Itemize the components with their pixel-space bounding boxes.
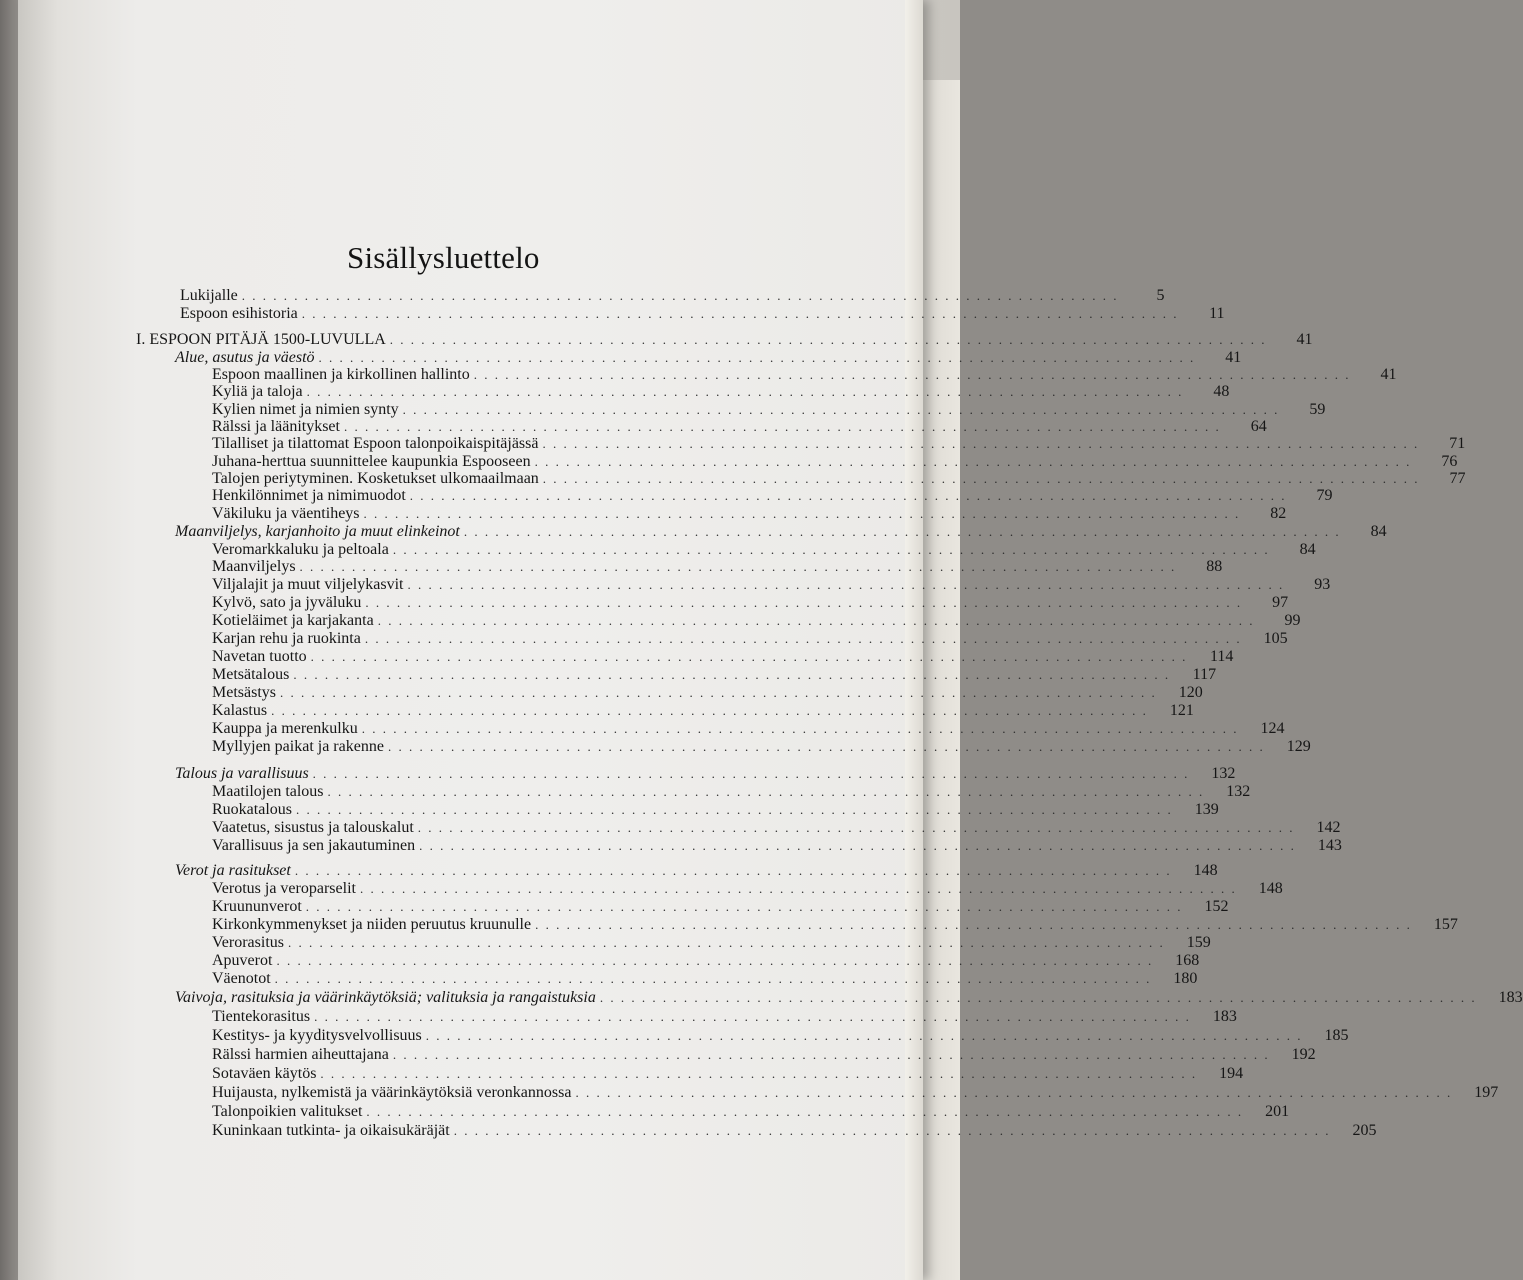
toc-entry (212, 880, 1283, 900)
dot-leader: . . . . . . . . . . . . . . . . . . . . . . . . . . . . . . . . . . . . . . . . . . . . . . . . . . . . . . . . . . . . . . . . . . . . . . . . . . . . . . . . . . . . (305, 899, 1183, 914)
dot-leader: . . . . . . . . . . . . . . . . . . . . . . . . . . . . . . . . . . . . . . . . . . . . . . . . . . . . . . . . . . . . . . . . . . . . . . . . . . . . . . . . . . . . (417, 820, 1295, 835)
toc-entry (212, 1084, 1499, 1104)
toc-entry (180, 287, 1165, 307)
dot-leader: . . . . . . . . . . . . . . . . . . . . . . . . . . . . . . . . . . . . . . . . . . . . . . . . . . . . . . . . . . . . . . . . . . . . . . . . . . . . . . . . . . . . (301, 306, 1179, 321)
dot-leader: . . . . . . . . . . . . . . . . . . . . . . . . . . . . . . . . . . . . . . . . . . . . . . . . . . . . . . . . . . . . . . . . . . . . . . . . . . . . . . . . . . . . (306, 384, 1184, 399)
toc-entry-title: Metsätalous (212, 666, 290, 683)
toc-entry-title: Rälssi harmien aiheuttajana (212, 1046, 389, 1063)
toc-entry-title: Ruokatalous (212, 801, 292, 818)
toc-entry-title: Huijausta, nylkemistä ja väärinkäytöksiä veronkannossa (212, 1084, 572, 1101)
toc-page-number: 192 (1291, 1046, 1316, 1063)
toc-page-number: 97 (1272, 594, 1289, 611)
toc-entry-title: Viljalajit ja muut viljelykasvit (212, 576, 404, 593)
toc-entry (212, 720, 1285, 740)
toc-entry-title: Varallisuus ja sen jakautuminen (212, 837, 416, 854)
toc-entry-title: Henkilönnimet ja nimimuodot (212, 487, 406, 504)
dot-leader: . . . . . . . . . . . . . . . . . . . . . . . . . . . . . . . . . . . . . . . . . . . . . . . . . . . . . . . . . . . . . . . . . . . . . . . . . . . . . . . . . . . . (363, 506, 1241, 521)
toc-page-number: 132 (1226, 783, 1251, 800)
toc-entry-title: Kestitys- ja kyyditysvelvollisuus (212, 1027, 422, 1044)
dot-leader: . . . . . . . . . . . . . . . . . . . . . . . . . . . . . . . . . . . . . . . . . . . . . . . . . . . . . . . . . . . . . . . . . . . . . . . . . . . . . . . . . . . . (542, 436, 1420, 451)
toc-page-number: 157 (1433, 916, 1458, 933)
toc-entry (212, 702, 1194, 722)
toc-page-number: 88 (1206, 558, 1223, 575)
dot-leader: . . . . . . . . . . . . . . . . . . . . . . . . . . . . . . . . . . . . . . . . . . . . . . . . . . . . . . . . . . . . . . . . . . . . . . . . . . . . . . . . . . . . (299, 559, 1177, 574)
dot-leader: . . . . . . . . . . . . . . . . . . . . . . . . . . . . . . . . . . . . . . . . . . . . . . . . . . . . . . . . . . . . . . . . . . . . . . . . . . . . . . . . . . . . (359, 881, 1237, 896)
toc-page-number: 76 (1441, 453, 1458, 470)
toc-entry (180, 305, 1225, 325)
toc-entry (212, 487, 1333, 507)
toc-entry (212, 934, 1211, 954)
toc-page-number: 5 (1156, 287, 1165, 304)
toc-entry-title: Espoon esihistoria (180, 305, 298, 322)
toc-page-number: 41 (1296, 331, 1313, 348)
toc-page-number: 41 (1225, 349, 1242, 366)
toc-entry-title: Talonpoikien valitukset (212, 1103, 363, 1120)
toc-entry (212, 916, 1458, 936)
toc-entry-title: Sotaväen käytös (212, 1065, 317, 1082)
toc-entry (212, 383, 1230, 403)
toc-entry-title: I. ESPOON PITÄJÄ 1500-LUVULLA (136, 331, 386, 348)
toc-entry-title: Talous ja varallisuus (175, 765, 309, 782)
dot-leader: . . . . . . . . . . . . . . . . . . . . . . . . . . . . . . . . . . . . . . . . . . . . . . . . . . . . . . . . . . . . . . . . . . . . . . . . . . . . . . . . . . . . (280, 685, 1157, 700)
toc-entry-title: Kylvö, sato ja jyväluku (212, 594, 362, 611)
dot-leader: . . . . . . . . . . . . . . . . . . . . . . . . . . . . . . . . . . . . . . . . . . . . . . . . . . . . . . . . . . . . . . . . . . . . . . . . . . . . . . . . . . . . (392, 1047, 1270, 1062)
toc-page-number: 59 (1309, 401, 1326, 418)
dot-leader: . . . . . . . . . . . . . . . . . . . . . . . . . . . . . . . . . . . . . . . . . . . . . . . . . . . . . . . . . . . . . . . . . . . . . . . . . . . . . . . . . . . . (599, 990, 1477, 1005)
toc-entry-title: Maanviljelys (212, 558, 296, 575)
toc-page-number: 84 (1370, 523, 1387, 540)
toc-entry (212, 684, 1203, 704)
toc-page-number: 205 (1352, 1122, 1377, 1139)
toc-entry (212, 612, 1301, 632)
toc-entry-title: Väkiluku ja väentiheys (212, 505, 360, 522)
toc-section-heading (175, 523, 1387, 543)
dot-leader: . . . . . . . . . . . . . . . . . . . . . . . . . . . . . . . . . . . . . . . . . . . . . . . . . . . . . . . . . . . . . . . . . . . . . . . . . . . . . . . . . . . . (361, 721, 1239, 736)
toc-entry-title: Kauppa ja merenkulku (212, 720, 358, 737)
toc-entry-title: Karjan rehu ja ruokinta (212, 630, 361, 647)
toc-entry (212, 594, 1289, 614)
toc-page-number: 197 (1474, 1084, 1499, 1101)
toc-page-number: 48 (1213, 383, 1230, 400)
toc-page-number: 148 (1258, 880, 1283, 897)
toc-page-number: 168 (1175, 952, 1200, 969)
toc-entry-title: Vaivoja, rasituksia ja väärinkäytöksiä; valituksia ja rangaistuksia (175, 989, 596, 1006)
dot-leader: . . . . . . . . . . . . . . . . . . . . . . . . . . . . . . . . . . . . . . . . . . . . . . . . . . . . . . . . . . . . . . . . . . . . . . . . . . . . . . . . . . . . (473, 367, 1351, 382)
dot-leader: . . . . . . . . . . . . . . . . . . . . . . . . . . . . . . . . . . . . . . . . . . . . . . . . . . . . . . . . . . . . . . . . . . . . . . . . . . . . . . . . . . . . (534, 454, 1412, 469)
toc-page-number: 71 (1449, 435, 1466, 452)
toc-entry-title: Tilalliset ja tilattomat Espoon talonpoikaispitäjässä (212, 435, 539, 452)
dot-leader: . . . . . . . . . . . . . . . . . . . . . . . . . . . . . . . . . . . . . . . . . . . . . . . . . . . . . . . . . . . . . . . . . . . . . . . . . . . . . . . . . . . . (294, 863, 1172, 878)
toc-entry-title: Veromarkkaluku ja peltoala (212, 541, 389, 558)
toc-entry (212, 648, 1234, 668)
toc-page-number: 124 (1260, 720, 1285, 737)
toc-page-number: 129 (1286, 738, 1311, 755)
toc-entry-title: Maatilojen talous (212, 783, 324, 800)
dot-leader: . . . . . . . . . . . . . . . . . . . . . . . . . . . . . . . . . . . . . . . . . . . . . . . . . . . . . . . . . . . . . . . . . . . . . . . . . . . . . . . . . . . . (387, 739, 1265, 754)
toc-entry-title: Rälssi ja läänitykset (212, 418, 340, 435)
toc-entry-title: Myllyjen paikat ja rakenne (212, 738, 384, 755)
toc-page-number: 79 (1316, 487, 1333, 504)
dot-leader: . . . . . . . . . . . . . . . . . . . . . . . . . . . . . . . . . . . . . . . . . . . . . . . . . . . . . . . . . . . . . . . . . . . . . . . . . . . . . . . . . . . . (271, 703, 1148, 718)
toc-page-number: 105 (1263, 630, 1288, 647)
toc-entry-title: Apuverot (212, 952, 273, 969)
dot-leader: . . . . . . . . . . . . . . . . . . . . . . . . . . . . . . . . . . . . . . . . . . . . . . . . . . . . . . . . . . . . . . . . . . . . . . . . . . . . . . . . . . . . (453, 1123, 1331, 1138)
toc-entry-title: Vaatetus, sisustus ja talouskalut (212, 819, 414, 836)
toc-entry-title: Talojen periytyminen. Kosketukset ulkomaailmaan (212, 470, 539, 487)
dot-leader: . . . . . . . . . . . . . . . . . . . . . . . . . . . . . . . . . . . . . . . . . . . . . . . . . . . . . . . . . . . . . . . . . . . . . . . . . . . . . . . . . . . . (310, 649, 1188, 664)
toc-page-number: 183 (1498, 989, 1523, 1006)
dot-leader: . . . . . . . . . . . . . . . . . . . . . . . . . . . . . . . . . . . . . . . . . . . . . . . . . . . . . . . . . . . . . . . . . . . . . . . . . . . . . . . . . . . . (366, 1104, 1244, 1119)
toc-entry-title: Juhana-herttua suunnittelee kaupunkia Espooseen (212, 453, 531, 470)
toc-entry (212, 1122, 1377, 1142)
toc-entry (212, 1027, 1349, 1047)
dot-leader: . . . . . . . . . . . . . . . . . . . . . . . . . . . . . . . . . . . . . . . . . . . . . . . . . . . . . . . . . . . . . . . . . . . . . . . . . . . . . . . . . . . . (327, 784, 1205, 799)
toc-entry (212, 738, 1311, 758)
toc-page-number: 114 (1209, 648, 1234, 665)
toc-page-number: 11 (1209, 305, 1225, 322)
toc-entry-title: Tientekorasitus (212, 1008, 311, 1025)
dot-leader: . . . . . . . . . . . . . . . . . . . . . . . . . . . . . . . . . . . . . . . . . . . . . . . . . . . . . . . . . . . . . . . . . . . . . . . . . . . . . . . . . . . . (392, 542, 1270, 557)
toc-page-number: 93 (1314, 576, 1331, 593)
toc-entry-title: Kuninkaan tutkinta- ja oikaisukäräjät (212, 1122, 450, 1139)
toc-page-number: 142 (1316, 819, 1341, 836)
dot-leader: . . . . . . . . . . . . . . . . . . . . . . . . . . . . . . . . . . . . . . . . . . . . . . . . . . . . . . . . . . . . . . . . . . . . . . . . . . . . . . . . . . . . (318, 350, 1196, 365)
toc-entry-title: Kylien nimet ja nimien synty (212, 401, 399, 418)
toc-entry (212, 970, 1198, 990)
toc-entry (212, 1103, 1290, 1123)
dot-leader: . . . . . . . . . . . . . . . . . . . . . . . . . . . . . . . . . . . . . . . . . . . . . . . . . . . . . . . . . . . . . . . . . . . . . . . . . . . . . . . . . . . . (296, 802, 1173, 817)
toc-page-number: 41 (1380, 366, 1397, 383)
toc-entry-title: Kotieläimet ja karjakanta (212, 612, 374, 629)
dot-leader: . . . . . . . . . . . . . . . . . . . . . . . . . . . . . . . . . . . . . . . . . . . . . . . . . . . . . . . . . . . . . . . . . . . . . . . . . . . . . . . . . . . . (402, 402, 1280, 417)
toc-entry-title: Väenotot (212, 970, 271, 987)
dot-leader: . . . . . . . . . . . . . . . . . . . . . . . . . . . . . . . . . . . . . . . . . . . . . . . . . . . . . . . . . . . . . . . . . . . . . . . . . . . . . . . . . . . . (542, 471, 1420, 486)
toc-entry-title: Maanviljelys, karjanhoito ja muut elinkeinot (175, 523, 460, 540)
toc-entry-title: Lukijalle (180, 287, 238, 304)
toc-page-number: 194 (1219, 1065, 1244, 1082)
dot-leader: . . . . . . . . . . . . . . . . . . . . . . . . . . . . . . . . . . . . . . . . . . . . . . . . . . . . . . . . . . . . . . . . . . . . . . . . . . . . . . . . . . . . (389, 332, 1267, 347)
dot-leader: . . . . . . . . . . . . . . . . . . . . . . . . . . . . . . . . . . . . . . . . . . . . . . . . . . . . . . . . . . . . . . . . . . . . . . . . . . . . . . . . . . . . (409, 488, 1287, 503)
dot-leader: . . . . . . . . . . . . . . . . . . . . . . . . . . . . . . . . . . . . . . . . . . . . . . . . . . . . . . . . . . . . . . . . . . . . . . . . . . . . . . . . . . . . (320, 1066, 1198, 1081)
dot-leader: . . . . . . . . . . . . . . . . . . . . . . . . . . . . . . . . . . . . . . . . . . . . . . . . . . . . . . . . . . . . . . . . . . . . . . . . . . . . . . . . . . . . (463, 524, 1341, 539)
toc-entry (212, 576, 1331, 596)
toc-page-number: 64 (1250, 418, 1267, 435)
dot-leader: . . . . . . . . . . . . . . . . . . . . . . . . . . . . . . . . . . . . . . . . . . . . . . . . . . . . . . . . . . . . . . . . . . . . . . . . . . . . . . . . . . . . (287, 935, 1165, 950)
toc-page-number: 148 (1193, 862, 1218, 879)
toc-entry (212, 1046, 1316, 1066)
toc-entry-title: Navetan tuotto (212, 648, 307, 665)
toc-page-number: 84 (1299, 541, 1316, 558)
toc-part-heading (136, 331, 1313, 351)
dot-leader: . . . . . . . . . . . . . . . . . . . . . . . . . . . . . . . . . . . . . . . . . . . . . . . . . . . . . . . . . . . . . . . . . . . . . . . . . . . . . . . . . . . . (377, 613, 1255, 628)
dot-leader: . . . . . . . . . . . . . . . . . . . . . . . . . . . . . . . . . . . . . . . . . . . . . . . . . . . . . . . . . . . . . . . . . . . . . . . . . . . . . . . . . . . . (425, 1028, 1303, 1043)
toc-entry (212, 837, 1342, 857)
dot-leader: . . . . . . . . . . . . . . . . . . . . . . . . . . . . . . . . . . . . . . . . . . . . . . . . . . . . . . . . . . . . . . . . . . . . . . . . . . . . . . . . . . . . (241, 288, 1119, 303)
toc-entry (212, 505, 1287, 525)
toc-entry (212, 558, 1223, 578)
toc-section-heading (175, 989, 1523, 1009)
toc-entry-title: Kyliä ja taloja (212, 383, 303, 400)
dot-leader: . . . . . . . . . . . . . . . . . . . . . . . . . . . . . . . . . . . . . . . . . . . . . . . . . . . . . . . . . . . . . . . . . . . . . . . . . . . . . . . . . . . . (535, 917, 1412, 932)
toc-page-number: 120 (1178, 684, 1203, 701)
toc-page-number: 77 (1449, 470, 1466, 487)
toc-entry-title: Kalastus (212, 702, 268, 719)
toc-page-number: 183 (1212, 1008, 1237, 1025)
toc-entry (212, 898, 1229, 918)
toc-entry (212, 666, 1217, 686)
toc-entry (212, 952, 1200, 972)
toc-page-number: 117 (1192, 666, 1217, 683)
toc-entry-title: Alue, asutus ja väestö (175, 349, 315, 366)
toc-section-heading (175, 862, 1218, 882)
dot-leader: . . . . . . . . . . . . . . . . . . . . . . . . . . . . . . . . . . . . . . . . . . . . . . . . . . . . . . . . . . . . . . . . . . . . . . . . . . . . . . . . . . . . (419, 838, 1296, 853)
toc-entry (212, 1008, 1237, 1028)
toc-entry-title: Verotus ja veroparselit (212, 880, 356, 897)
toc-entry (212, 801, 1219, 821)
dot-leader: . . . . . . . . . . . . . . . . . . . . . . . . . . . . . . . . . . . . . . . . . . . . . . . . . . . . . . . . . . . . . . . . . . . . . . . . . . . . . . . . . . . . (276, 953, 1154, 968)
toc-page-number: 159 (1186, 934, 1211, 951)
dot-leader: . . . . . . . . . . . . . . . . . . . . . . . . . . . . . . . . . . . . . . . . . . . . . . . . . . . . . . . . . . . . . . . . . . . . . . . . . . . . . . . . . . . . (407, 577, 1285, 592)
dot-leader: . . . . . . . . . . . . . . . . . . . . . . . . . . . . . . . . . . . . . . . . . . . . . . . . . . . . . . . . . . . . . . . . . . . . . . . . . . . . . . . . . . . . (312, 766, 1190, 781)
toc-page-number: 152 (1204, 898, 1229, 915)
toc-entry (212, 783, 1251, 803)
toc-page-number: 99 (1284, 612, 1301, 629)
dot-leader: . . . . . . . . . . . . . . . . . . . . . . . . . . . . . . . . . . . . . . . . . . . . . . . . . . . . . . . . . . . . . . . . . . . . . . . . . . . . . . . . . . . . (575, 1085, 1453, 1100)
toc-entry (212, 819, 1341, 839)
toc-page-number: 132 (1211, 765, 1236, 782)
dot-leader: . . . . . . . . . . . . . . . . . . . . . . . . . . . . . . . . . . . . . . . . . . . . . . . . . . . . . . . . . . . . . . . . . . . . . . . . . . . . . . . . . . . . (314, 1009, 1191, 1024)
toc-entry-title: Metsästys (212, 684, 276, 701)
toc-page-number: 180 (1173, 970, 1198, 987)
toc-entry-title: Verorasitus (212, 934, 284, 951)
dot-leader: . . . . . . . . . . . . . . . . . . . . . . . . . . . . . . . . . . . . . . . . . . . . . . . . . . . . . . . . . . . . . . . . . . . . . . . . . . . . . . . . . . . . (364, 631, 1242, 646)
toc-entry (212, 1065, 1244, 1085)
toc-page-number: 139 (1194, 801, 1219, 818)
toc-entry-title: Verot ja rasitukset (175, 862, 291, 879)
toc-page-number: 201 (1265, 1103, 1290, 1120)
toc-page-number: 185 (1324, 1027, 1349, 1044)
toc-page-number: 82 (1270, 505, 1287, 522)
toc-entry (212, 435, 1466, 455)
dot-leader: . . . . . . . . . . . . . . . . . . . . . . . . . . . . . . . . . . . . . . . . . . . . . . . . . . . . . . . . . . . . . . . . . . . . . . . . . . . . . . . . . . . . (343, 419, 1221, 434)
dot-leader: . . . . . . . . . . . . . . . . . . . . . . . . . . . . . . . . . . . . . . . . . . . . . . . . . . . . . . . . . . . . . . . . . . . . . . . . . . . . . . . . . . . . (365, 595, 1243, 610)
toc-entry-title: Espoon maallinen ja kirkollinen hallinto (212, 366, 470, 383)
toc-page-number: 121 (1169, 702, 1194, 719)
page-title: Sisällysluettelo (347, 240, 540, 275)
toc-entry-title: Kirkonkymmenykset ja niiden peruutus kruunulle (212, 916, 532, 933)
toc-section-heading (175, 765, 1236, 785)
toc-entry-title: Kruununverot (212, 898, 302, 915)
dot-leader: . . . . . . . . . . . . . . . . . . . . . . . . . . . . . . . . . . . . . . . . . . . . . . . . . . . . . . . . . . . . . . . . . . . . . . . . . . . . . . . . . . . . (274, 971, 1152, 986)
toc-page-number: 143 (1317, 837, 1342, 854)
toc-entry (212, 630, 1288, 650)
dot-leader: . . . . . . . . . . . . . . . . . . . . . . . . . . . . . . . . . . . . . . . . . . . . . . . . . . . . . . . . . . . . . . . . . . . . . . . . . . . . . . . . . . . . (293, 667, 1171, 682)
